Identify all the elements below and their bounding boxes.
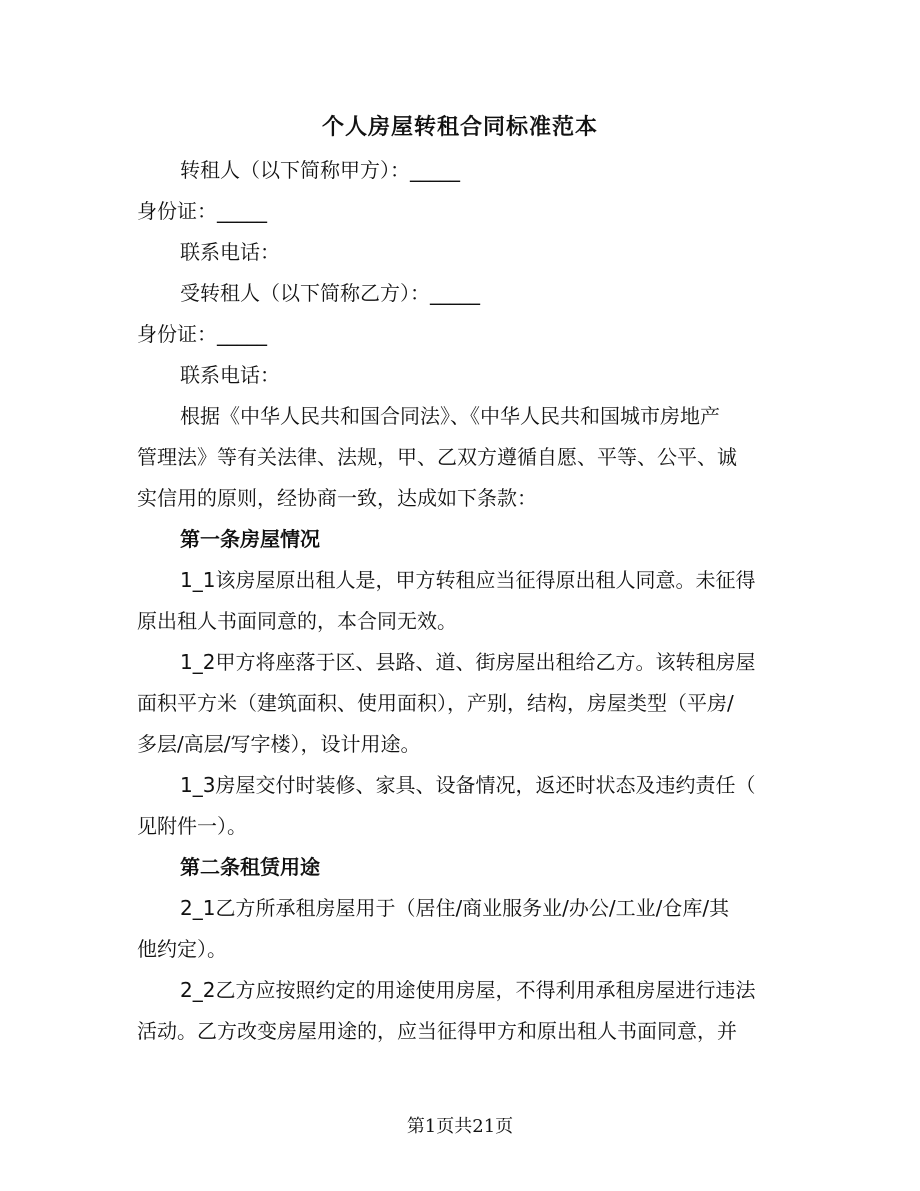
clause-line: 他约定）。 [137,937,227,961]
article-1-heading: 第一条房屋情况 [180,527,320,551]
preamble-line: 根据《中华人民共和国合同法》、《中华人民共和国城市房地产 [180,404,720,428]
preamble-line: 实信用的原则，经协商一致，达成如下条款： [137,486,537,510]
clause-line: 1_1该房屋原出租人是，甲方转租应当征得原出租人同意。未征得 [180,568,756,592]
clause-line: 2_2乙方应按照约定的用途使用房屋，不得利用承租房屋进行违法 [180,978,756,1002]
preamble-line: 管理法》等有关法律、法规，甲、乙双方遵循自愿、平等、公平、诚 [137,445,737,469]
party-b-id-line: 身份证：_____ [137,322,267,346]
party-b-phone-line: 联系电话： [180,363,280,387]
clause-line: 1_2甲方将座落于区、县路、道、街房屋出租给乙方。该转租房屋 [180,650,756,674]
party-a-phone-line: 联系电话： [180,240,280,264]
clause-line: 面积平方米（建筑面积、使用面积），产别，结构，房屋类型（平房/ [137,691,734,715]
party-a-line: 转租人（以下简称甲方）：_____ [180,158,460,182]
document-title: 个人房屋转租合同标准范本 [321,115,598,140]
party-a-id-line: 身份证：_____ [137,199,267,223]
clause-line: 见附件一）。 [137,814,247,838]
page-number: 第1页共21页 [406,1116,514,1137]
article-2-heading: 第二条租赁用途 [180,855,320,879]
clause-line: 多层/高层/写字楼），设计用途。 [137,732,421,756]
clause-line: 2_1乙方所承租房屋用于（居住/商业服务业/办公/工业/仓库/其 [180,896,730,920]
party-b-line: 受转租人（以下简称乙方）：_____ [180,281,480,305]
clause-line: 1_3房屋交付时装修、家具、设备情况，返还时状态及违约责任（ [180,773,756,797]
clause-line: 原出租人书面同意的，本合同无效。 [137,609,457,633]
clause-line: 活动。乙方改变房屋用途的，应当征得甲方和原出租人书面同意，并 [137,1019,737,1043]
